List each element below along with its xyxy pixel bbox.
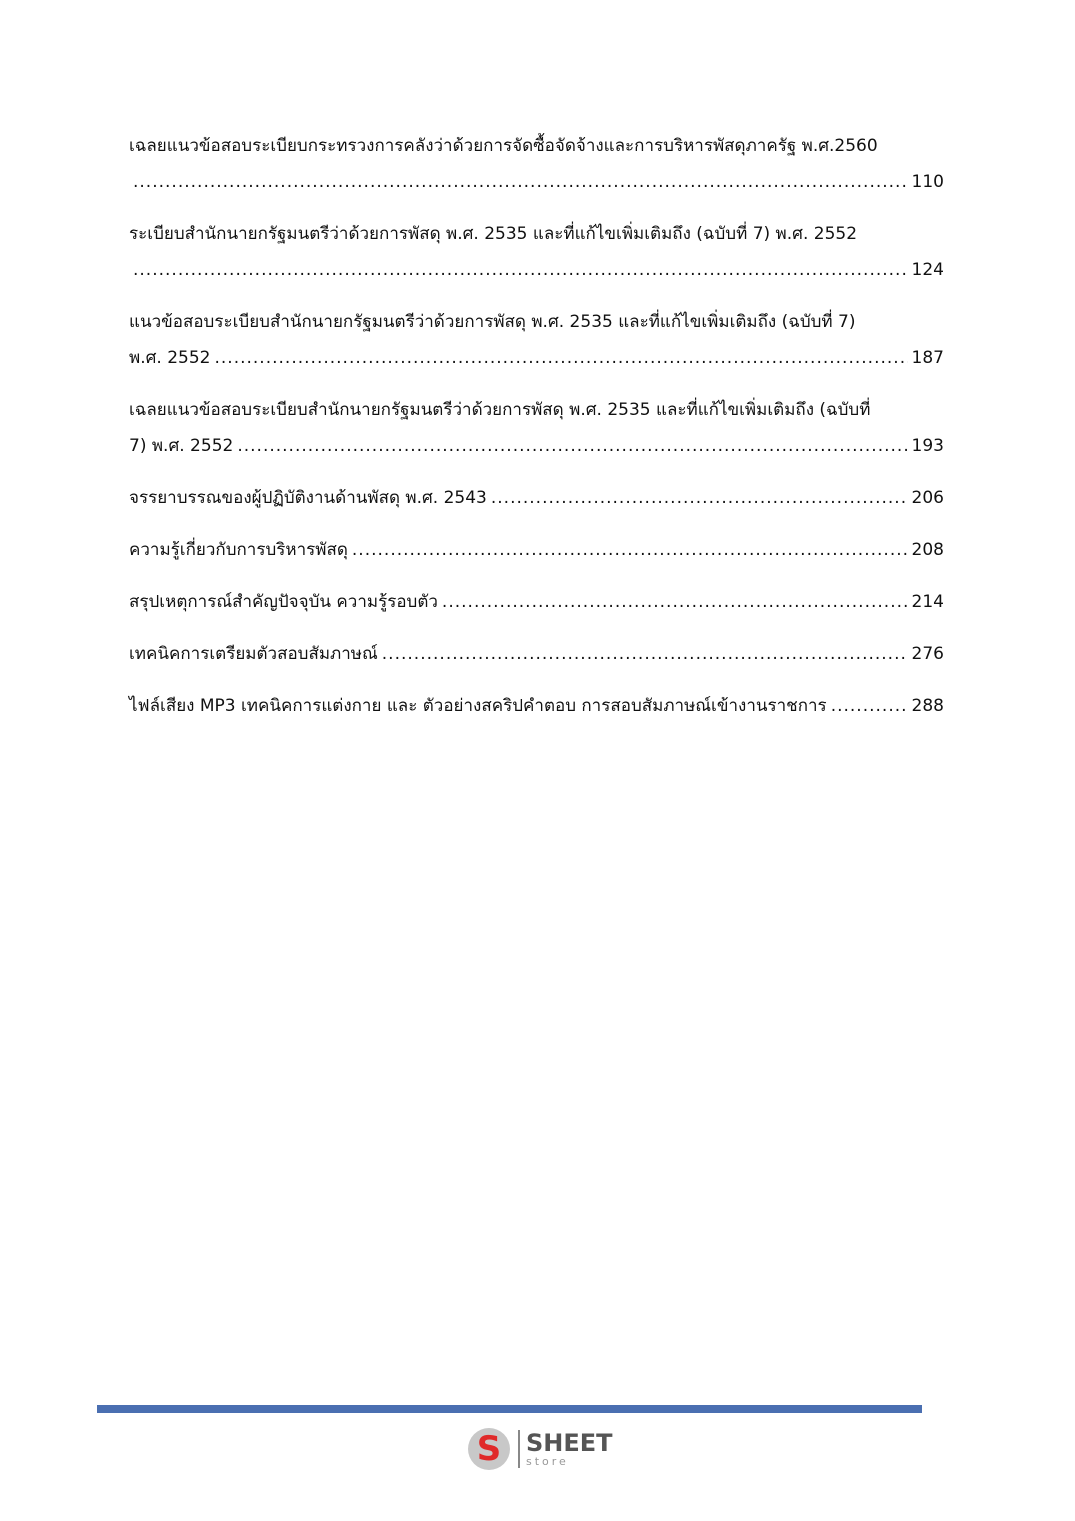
toc-entry-page: 288 xyxy=(911,696,944,716)
toc-entry[interactable] xyxy=(129,688,944,724)
toc-entry[interactable] xyxy=(129,304,944,376)
dot-leader xyxy=(133,164,908,200)
dot-leader xyxy=(214,340,907,376)
toc-entry-title: ไฟล์เสียง MP3 เทคนิคการแต่งกาย และ ตัวอย่างสคริปคำตอบ การสอบสัมภาษณ์เข้างานราชการ xyxy=(129,696,827,716)
logo-word: SHEET xyxy=(526,1429,613,1457)
toc-entry-title: แนวข้อสอบระเบียบสำนักนายกรัฐมนตรีว่าด้วยการพัสดุ พ.ศ. 2535 และที่แก้ไขเพิ่มเติมถึง (ฉบับที่ 7) xyxy=(129,312,856,332)
toc-entry[interactable] xyxy=(129,584,944,620)
toc-entry-title: ความรู้เกี่ยวกับการบริหารพัสดุ xyxy=(129,540,348,560)
dot-leader xyxy=(831,688,908,724)
toc-entry-title: เฉลยแนวข้อสอบระเบียบสำนักนายกรัฐมนตรีว่าด้วยการพัสดุ พ.ศ. 2535 และที่แก้ไขเพิ่มเติมถึง (ฉบับที่ xyxy=(129,400,871,420)
toc-entry[interactable] xyxy=(129,636,944,672)
toc-entry-leader-row xyxy=(129,428,944,464)
toc-entry[interactable] xyxy=(129,128,944,200)
toc-entry[interactable] xyxy=(129,216,944,288)
dot-leader xyxy=(382,636,908,672)
toc-entry[interactable] xyxy=(129,480,944,516)
toc-entry-page: 208 xyxy=(911,540,944,560)
toc-entry-title: เทคนิคการเตรียมตัวสอบสัมภาษณ์ xyxy=(129,644,378,664)
toc-entry-title: ระเบียบสำนักนายกรัฐมนตรีว่าด้วยการพัสดุ พ.ศ. 2535 และที่แก้ไขเพิ่มเติมถึง (ฉบับที่ 7) พ.ศ. 2552 xyxy=(129,224,858,244)
toc-entry-leader-row xyxy=(129,252,944,288)
toc-entry-title: เฉลยแนวข้อสอบระเบียบกระทรวงการคลังว่าด้วยการจัดซื้อจัดจ้างและการบริหารพัสดุภาครัฐ พ.ศ.2560 xyxy=(129,136,878,156)
dot-leader xyxy=(237,428,907,464)
sheet-store-logo xyxy=(468,1427,613,1471)
toc-entry-title-cont: พ.ศ. 2552 xyxy=(129,348,211,368)
logo-s-icon xyxy=(468,1428,510,1470)
toc-entry-page: 276 xyxy=(911,644,944,664)
footer-divider xyxy=(97,1405,922,1413)
toc-entry-page: 110 xyxy=(911,172,944,192)
logo-letter: S xyxy=(476,1429,502,1469)
toc-entry-page: 124 xyxy=(911,260,944,280)
dot-leader xyxy=(442,584,908,620)
toc-entry-title-cont: 7) พ.ศ. 2552 xyxy=(129,436,234,456)
toc-entry-page: 214 xyxy=(911,592,944,612)
toc-entry-page: 193 xyxy=(911,436,944,456)
toc-entry-title: สรุปเหตุการณ์สำคัญปัจจุบัน ความรู้รอบตัว xyxy=(129,592,438,612)
toc-entry[interactable] xyxy=(129,532,944,568)
dot-leader xyxy=(133,252,908,288)
toc-entry-page: 206 xyxy=(911,488,944,508)
logo-divider xyxy=(518,1430,520,1468)
toc-entry-page: 187 xyxy=(911,348,944,368)
dot-leader xyxy=(352,532,908,568)
table-of-contents xyxy=(129,128,944,740)
logo-subtext: store xyxy=(526,1455,569,1468)
toc-entry-leader-row xyxy=(129,340,944,376)
toc-entry[interactable] xyxy=(129,392,944,464)
toc-entry-title: จรรยาบรรณของผู้ปฏิบัติงานด้านพัสดุ พ.ศ. 2543 xyxy=(129,488,487,508)
toc-entry-leader-row xyxy=(129,164,944,200)
dot-leader xyxy=(491,480,908,516)
